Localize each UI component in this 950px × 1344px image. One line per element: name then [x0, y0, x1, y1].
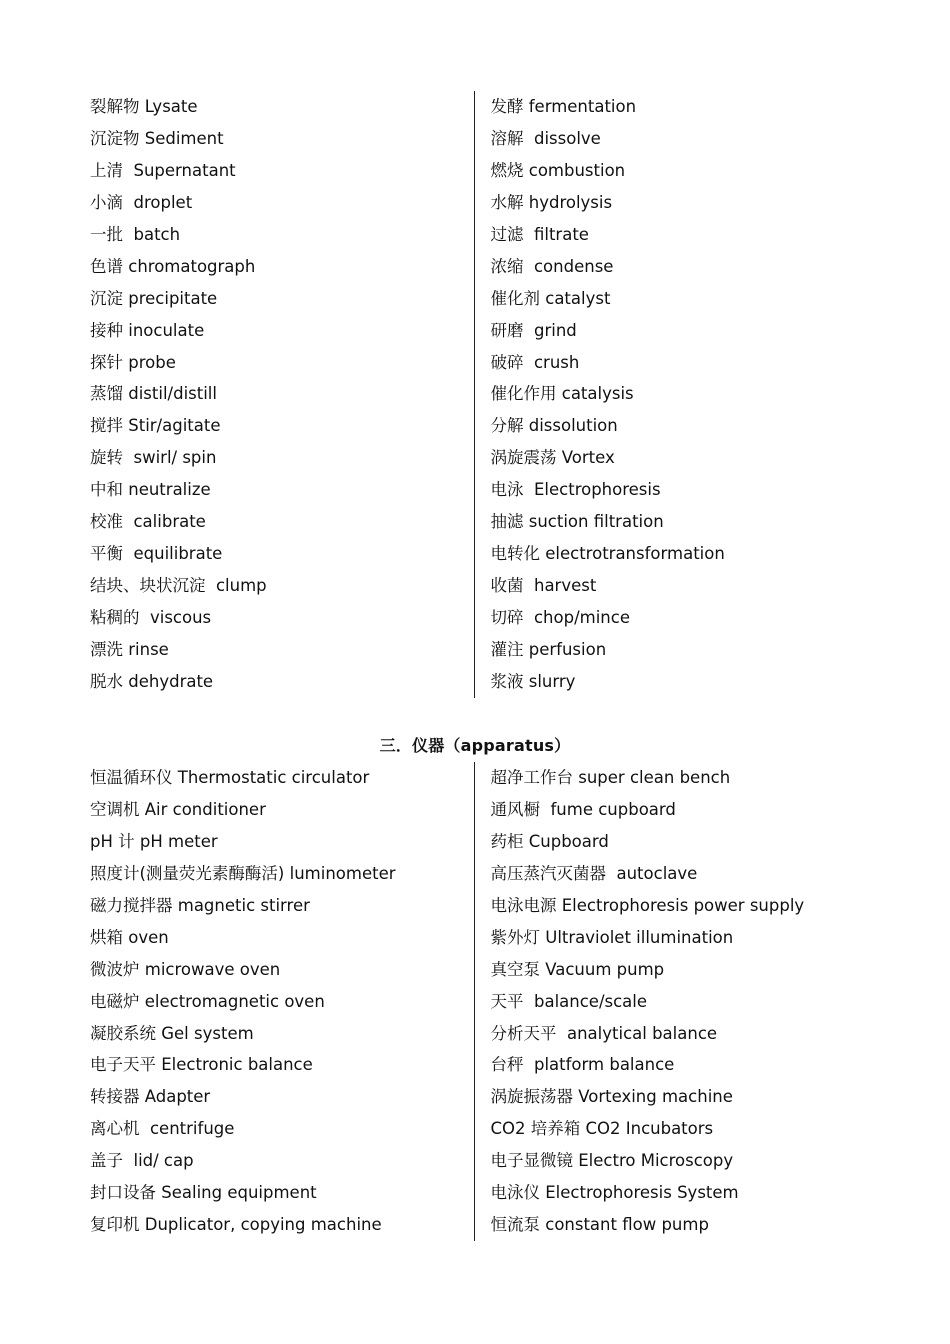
term-entry: 过滤 filtrate — [490, 224, 589, 244]
term-entry: 催化作用 catalysis — [490, 384, 634, 404]
term-entry: 磁力搅拌器 magnetic stirrer — [90, 895, 310, 915]
term-entry: 接种 inoculate — [90, 320, 205, 340]
two-column-term-list — [90, 762, 870, 1241]
vocab-section — [90, 91, 870, 698]
term-entry: CO2 培养箱 CO2 Incubators — [490, 1119, 714, 1139]
section-heading: 三．仪器（apparatus） — [379, 736, 571, 755]
term-entry: 恒流泵 constant flow pump — [490, 1215, 709, 1235]
right-column — [475, 762, 871, 1241]
term-entry: 紫外灯 Ultraviolet illumination — [490, 927, 734, 947]
term-entry: 燃烧 combustion — [490, 160, 626, 180]
two-column-term-list — [90, 91, 870, 698]
term-entry: 收菌 harvest — [490, 576, 597, 596]
left-column — [90, 91, 475, 698]
term-entry: 电泳 Electrophoresis — [490, 480, 661, 500]
term-entry: 超净工作台 super clean bench — [490, 768, 731, 787]
term-entry: 微波炉 microwave oven — [90, 959, 281, 979]
term-entry: 平衡 equilibrate — [90, 544, 223, 564]
term-entry: 电转化 electrotransformation — [490, 544, 725, 564]
term-entry: 分析天平 analytical balance — [490, 1023, 718, 1043]
term-entry: 一批 batch — [90, 224, 181, 244]
term-entry: 破碎 crush — [490, 352, 580, 372]
term-entry: 涡旋振荡器 Vortexing machine — [490, 1087, 733, 1107]
term-entry: 探针 probe — [90, 352, 176, 372]
term-entry: 水解 hydrolysis — [490, 192, 613, 212]
term-entry: 沉淀 precipitate — [90, 288, 218, 308]
term-entry: 浓缩 condense — [490, 256, 614, 276]
term-entry: 浆液 slurry — [490, 671, 576, 691]
term-entry: 恒温循环仪 Thermostatic circulator — [90, 768, 370, 787]
term-entry: 粘稠的 viscous — [90, 608, 212, 627]
term-entry: 灌注 perfusion — [490, 639, 607, 659]
term-entry: 结块、块状沉淀 clump — [90, 576, 267, 596]
term-entry: 凝胶系统 Gel system — [90, 1023, 254, 1043]
term-entry: 通风橱 fume cupboard — [490, 799, 676, 819]
term-entry: 色谱 chromatograph — [90, 256, 256, 276]
term-entry: 漂洗 rinse — [90, 639, 169, 659]
term-entry: 研磨 grind — [490, 320, 577, 340]
apparatus-section — [90, 730, 870, 1241]
term-entry: pH 计 pH meter — [90, 831, 218, 851]
left-column — [90, 762, 475, 1241]
term-entry: 电磁炉 electromagnetic oven — [90, 991, 325, 1011]
term-entry: 复印机 Duplicator, copying machine — [90, 1215, 382, 1235]
term-entry: 天平 balance/scale — [490, 991, 648, 1011]
term-entry: 校准 calibrate — [90, 512, 206, 532]
term-entry: 药柜 Cupboard — [490, 831, 609, 851]
term-entry: 催化剂 catalyst — [490, 288, 611, 308]
term-entry: 中和 neutralize — [90, 480, 211, 500]
term-entry: 电子天平 Electronic balance — [90, 1055, 313, 1075]
term-entry: 离心机 centrifuge — [90, 1119, 235, 1139]
term-entry: 搅拌 Stir/agitate — [90, 416, 221, 436]
term-entry: 小滴 droplet — [90, 192, 193, 212]
term-entry: 切碎 chop/mince — [490, 608, 630, 627]
term-entry: 照度计(测量荧光素酶酶活) luminometer — [90, 863, 396, 883]
term-entry: 抽滤 suction filtration — [490, 512, 664, 532]
term-entry: 蒸馏 distil/distill — [90, 384, 217, 404]
term-entry: 转接器 Adapter — [90, 1087, 211, 1107]
term-entry: 电泳电源 Electrophoresis power supply — [490, 895, 805, 915]
term-entry: 高压蒸汽灭菌器 autoclave — [490, 863, 698, 883]
term-entry: 溶解 dissolve — [490, 128, 601, 148]
term-entry: 裂解物 Lysate — [90, 97, 198, 116]
term-entry: 封口设备 Sealing equipment — [90, 1183, 317, 1203]
term-entry: 上清 Supernatant — [90, 160, 236, 180]
term-entry: 发酵 fermentation — [490, 97, 637, 116]
term-entry: 空调机 Air conditioner — [90, 799, 266, 819]
term-entry: 沉淀物 Sediment — [90, 128, 224, 148]
term-entry: 电泳仪 Electrophoresis System — [490, 1183, 739, 1203]
term-entry: 真空泵 Vacuum pump — [490, 959, 665, 979]
term-entry: 分解 dissolution — [490, 416, 618, 436]
term-entry: 台秤 platform balance — [490, 1055, 675, 1075]
term-entry: 烘箱 oven — [90, 927, 169, 947]
term-entry: 电子显微镜 Electro Microscopy — [490, 1151, 734, 1171]
term-entry: 旋转 swirl/ spin — [90, 448, 217, 468]
term-entry: 盖子 lid/ cap — [90, 1151, 194, 1171]
term-entry: 涡旋震荡 Vortex — [490, 448, 615, 468]
term-entry: 脱水 dehydrate — [90, 671, 214, 691]
right-column — [475, 91, 871, 698]
